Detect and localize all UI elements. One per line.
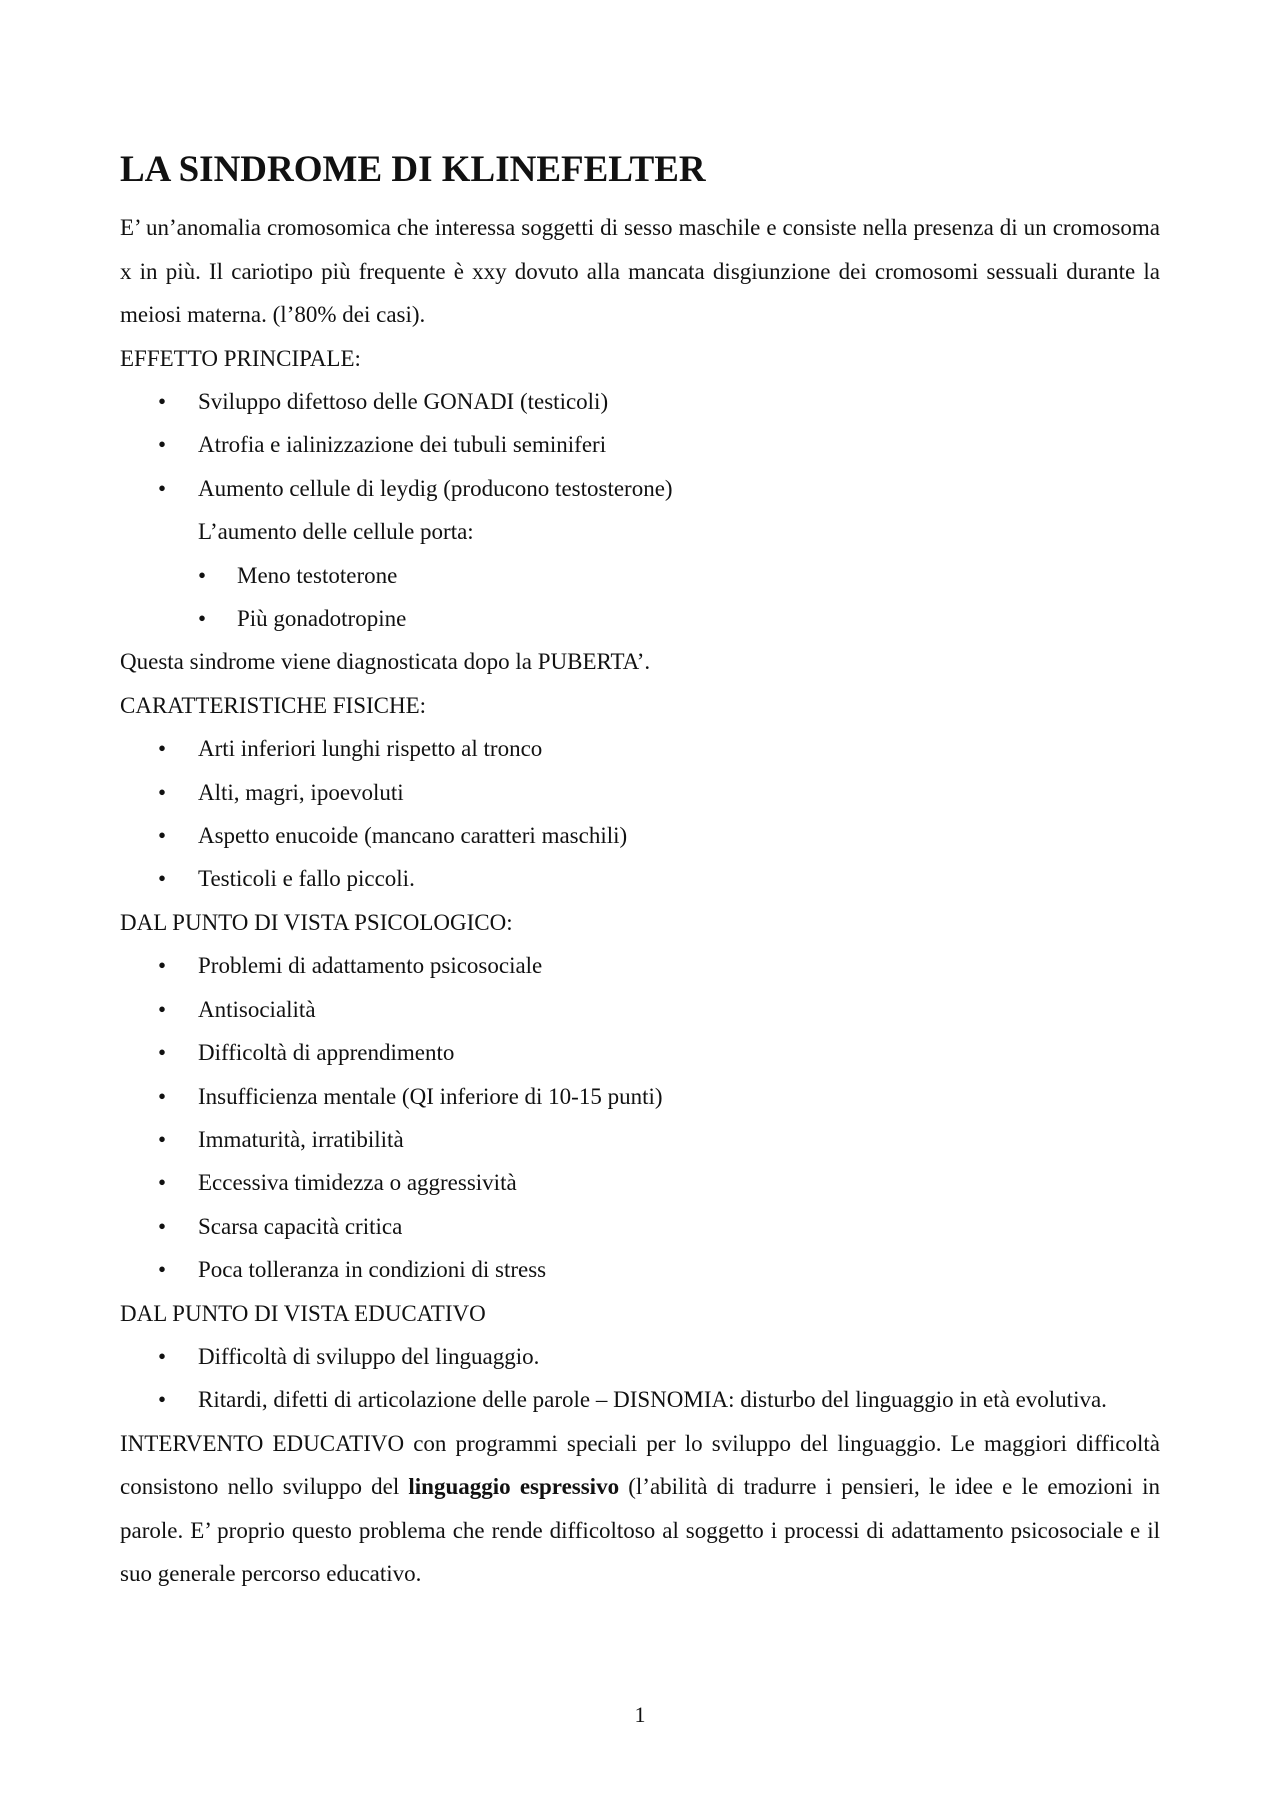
list-item: • Insufficienza mentale (QI inferiore di 10-15 punti) — [120, 1075, 1160, 1118]
list-item: • Immaturità, irratibilità — [120, 1118, 1160, 1161]
bullet-icon: • — [158, 1343, 167, 1369]
bullet-icon: • — [158, 866, 167, 892]
bullet-icon: • — [158, 432, 167, 458]
intervento-paragraph — [120, 1422, 1160, 1596]
list-item: • Sviluppo difettoso delle GONADI (testicoli) — [120, 380, 1160, 423]
bullet-icon: • — [158, 1257, 167, 1283]
list-item: • Arti inferiori lunghi rispetto al tronco — [120, 727, 1160, 770]
intro-paragraph: E’ un’anomalia cromosomica che interessa soggetti di sesso maschile e consiste nella presenza di un cromosoma x in più. Il cariotipo più frequente è xxy dovuto alla mancata disgiunzione dei cromosomi sessuali durante la meiosi materna. (l’80% dei casi). — [120, 215, 1160, 328]
list-item: • Aspetto enucoide (mancano caratteri maschili) — [120, 814, 1160, 857]
bullet-icon: • — [158, 823, 167, 849]
list-item: • Più gonadotropine — [120, 597, 1160, 640]
list-item: • Eccessiva timidezza o aggressività — [120, 1161, 1160, 1204]
bullet-icon: • — [158, 953, 167, 979]
list-item: • Ritardi, difetti di articolazione delle parole – DISNOMIA: disturbo del linguaggio in età evolutiva. — [120, 1378, 1160, 1421]
bullet-icon: • — [158, 779, 167, 805]
bullet-icon: • — [158, 736, 167, 762]
list-item: • Problemi di adattamento psicosociale — [120, 944, 1160, 987]
document-body — [120, 148, 1160, 1595]
bullet-icon: • — [158, 996, 167, 1022]
list-item: • Atrofia e ialinizzazione dei tubuli seminiferi — [120, 423, 1160, 466]
effetto-list — [120, 380, 1160, 510]
bullet-icon: • — [158, 1040, 167, 1066]
psicologico-list — [120, 944, 1160, 1291]
intervento-text-after: (l’abilità di tradurre i pensieri, le idee e le emozioni in parole. E’ proprio questo problema che rende difficoltoso al soggetto i processi di adattamento psicosociale e il suo generale percorso educativo. — [120, 1474, 1160, 1586]
list-item: • Meno testoterone — [120, 554, 1160, 597]
fisiche-list — [120, 727, 1160, 901]
list-item: • Difficoltà di apprendimento — [120, 1031, 1160, 1074]
intervento-bold-term: linguaggio espressivo — [408, 1474, 620, 1500]
list-item: • Antisocialità — [120, 988, 1160, 1031]
educativo-list — [120, 1335, 1160, 1422]
list-item: • Alti, magri, ipoevoluti — [120, 771, 1160, 814]
bullet-icon: • — [158, 1170, 167, 1196]
bullet-icon: • — [158, 1387, 167, 1413]
bullet-icon: • — [198, 562, 207, 588]
bullet-icon: • — [158, 1126, 167, 1152]
effetto-subnote: L’aumento delle cellule porta: — [198, 519, 474, 545]
bullet-icon: • — [158, 1083, 167, 1109]
bullet-icon: • — [198, 606, 207, 632]
intervento-text-before: INTERVENTO EDUCATIVO con programmi speciali per lo sviluppo del linguaggio. Le maggiori difficoltà consistono nello sviluppo del — [120, 1430, 1160, 1500]
fisiche-heading: CARATTERISTICHE FISICHE: — [120, 692, 427, 718]
page-number: 1 — [634, 1702, 646, 1727]
list-item: • Testicoli e fallo piccoli. — [120, 857, 1160, 900]
document-title: LA SINDROME DI KLINEFELTER — [120, 149, 706, 190]
list-item: • Difficoltà di sviluppo del linguaggio. — [120, 1335, 1160, 1378]
educativo-heading: DAL PUNTO DI VISTA EDUCATIVO — [120, 1300, 486, 1326]
bullet-icon: • — [158, 475, 167, 501]
list-item: • Poca tolleranza in condizioni di stress — [120, 1248, 1160, 1291]
psicologico-heading: DAL PUNTO DI VISTA PSICOLOGICO: — [120, 909, 513, 935]
effetto-sublist — [120, 554, 1160, 641]
bullet-icon: • — [158, 1213, 167, 1239]
bullet-icon: • — [158, 389, 167, 415]
list-item: • Aumento cellule di leydig (producono testosterone) — [120, 467, 1160, 510]
list-item: • Scarsa capacità critica — [120, 1205, 1160, 1248]
diagnosi-line: Questa sindrome viene diagnosticata dopo la PUBERTA’. — [120, 649, 651, 675]
effetto-heading: EFFETTO PRINCIPALE: — [120, 345, 361, 371]
